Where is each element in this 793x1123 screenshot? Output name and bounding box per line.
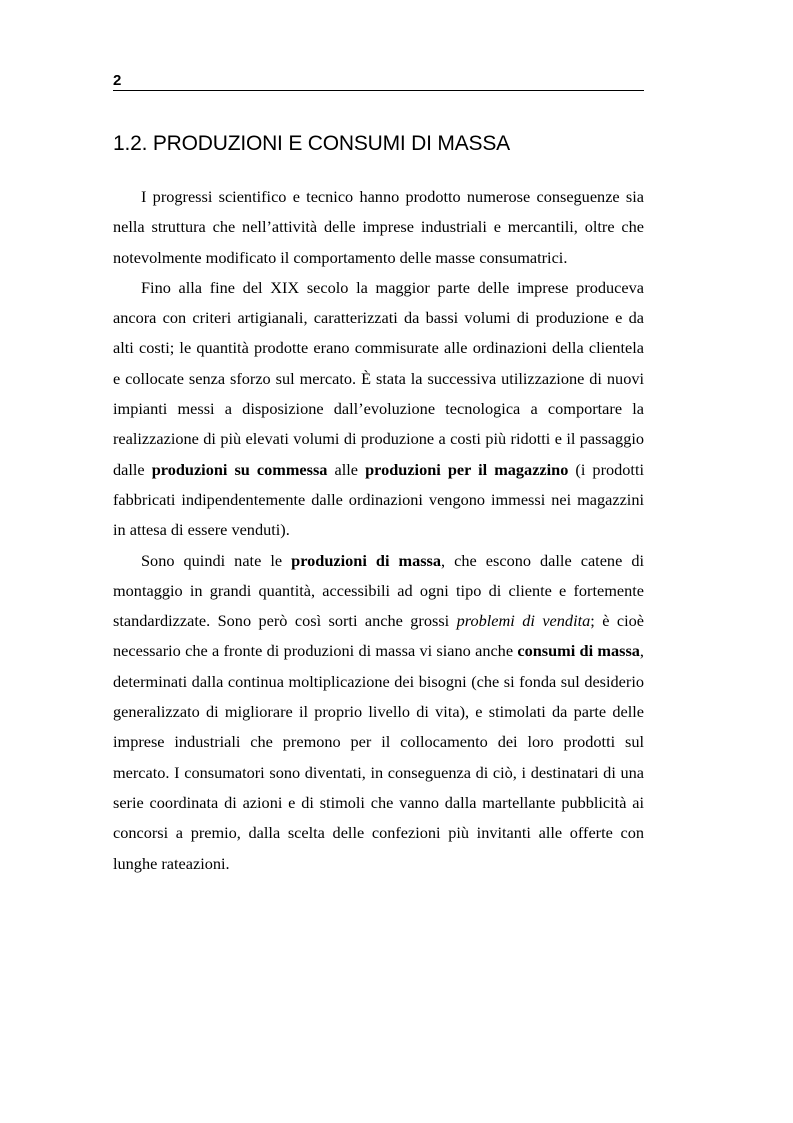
- body-text: [113, 182, 644, 879]
- paragraph-1: [113, 182, 644, 273]
- paragraph-2-text-2: alle: [327, 459, 366, 479]
- paragraph-3-text-3: ; è cioè necessario che a fronte di produzioni di massa vi siano anche: [113, 611, 644, 661]
- italic-term-problemi-di-vendita: problemi di vendita: [456, 611, 591, 631]
- bold-term-produzioni-su-commessa: produzioni su commessa: [151, 459, 328, 479]
- bold-term-produzioni-di-massa: produzioni di massa: [291, 550, 442, 570]
- header-rule: [113, 90, 644, 91]
- paragraph-1-text: I progressi scientifico e tecnico hanno prodotto numerose conseguenze sia nella struttura che nell’attività delle imprese industriali e mercantili, oltre che notevolmente modificato il comportamento delle masse consumatrici.: [113, 187, 644, 267]
- bold-term-consumi-di-massa: consumi di massa: [517, 641, 640, 661]
- paragraph-2-text-1: Fino alla fine del XIX secolo la maggior parte delle imprese produceva ancora con criteri artigianali, caratterizzati da bassi volumi di produzione e da alti costi; le quantità prodotte erano commisurate alle ordinazioni della clientela e collocate senza sforzo sul mercato. È stata la successiva utilizzazione di nuovi impianti messi a disposizione dall’evoluzione tecnologica a comportare la realizzazione di più elevati volumi di produzione a costi più ridotti e il passaggio dalle: [113, 277, 644, 479]
- paragraph-2: [113, 273, 644, 546]
- paragraph-3-text-1: Sono quindi nate le: [141, 550, 292, 570]
- section-heading: 1.2. PRODUZIONI E CONSUMI DI MASSA: [113, 132, 510, 155]
- bold-term-produzioni-per-il-magazzino: produzioni per il magazzino: [365, 459, 569, 479]
- paragraph-2-text-3: (i prodotti fabbricati indipendentemente dalle ordinazioni vengono immessi nei magazzini in attesa di essere venduti).: [113, 459, 644, 540]
- paragraph-3-text-2: , che escono dalle catene di montaggio in grandi quantità, accessibili ad ogni tipo di cliente e fortemente standardizzate. Sono però così sorti anche grossi: [113, 550, 644, 631]
- page-number: 2: [113, 72, 122, 89]
- paragraph-3: [113, 546, 644, 879]
- paragraph-3-text-4: , determinati dalla continua moltiplicazione dei bisogni (che si fonda sul desiderio generalizzato di migliorare il proprio livello di vita), e stimolati da parte delle imprese industriali che premono per il collocamento dei loro prodotti sul mercato. I consumatori sono diventati, in conseguenza di ciò, i destinatari di una serie coordinata di azioni e di stimoli che vanno dalla martellante pubblicità ai concorsi a premio, dalla scelta delle confezioni più invitanti alle offerte con lunghe rateazioni.: [113, 641, 644, 873]
